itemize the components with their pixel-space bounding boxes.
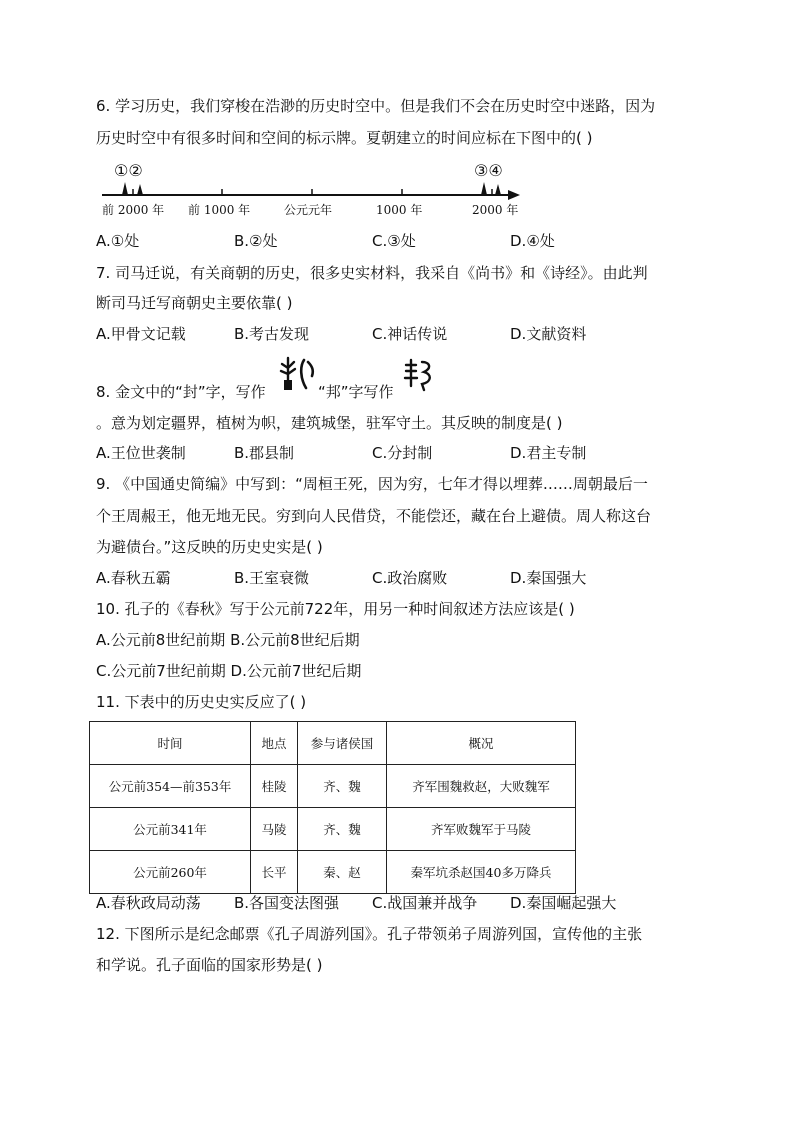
table-cell: 齐军败魏军于马陵 xyxy=(387,808,576,851)
table-row xyxy=(90,851,576,894)
table-cell: 长平 xyxy=(251,851,298,894)
q8-option-a[interactable]: A.王位世袭制 xyxy=(96,444,186,462)
q11-option-b[interactable]: B.各国变法图强 xyxy=(234,894,340,912)
bronze-inscription-bang-icon xyxy=(402,356,436,392)
q6-stem-line1: 6. 学习历史，我们穿梭在浩渺的历史时空中。但是我们不会在历史时空中迷路，因为 xyxy=(96,97,656,115)
table-cell: 马陵 xyxy=(251,808,298,851)
q6-option-a[interactable]: A.①处 xyxy=(96,232,140,250)
timeline-markers-right: ③④ xyxy=(474,161,503,180)
table-cell: 桂陵 xyxy=(251,765,298,808)
history-table xyxy=(89,721,576,894)
table-cell: 秦军坑杀赵国40多万降兵 xyxy=(387,851,576,894)
q6-option-d[interactable]: D.④处 xyxy=(510,232,555,250)
q7-stem-line2: 断司马迁写商朝史主要依靠( ) xyxy=(96,294,293,312)
q9-stem-line2: 个王周赧王，他无地无民。穷到向人民借贷，不能偿还，藏在台上避债。周人称这台 xyxy=(96,507,652,525)
q11-option-d[interactable]: D.秦国崛起强大 xyxy=(510,894,617,912)
q8-option-c[interactable]: C.分封制 xyxy=(372,444,433,462)
q8-option-d[interactable]: D.君主专制 xyxy=(510,444,587,462)
timeline-label-1: 前 2000 年 xyxy=(102,203,165,217)
timeline-peak-1 xyxy=(122,182,128,195)
table-cell: 公元前354—前353年 xyxy=(90,765,251,808)
table-row xyxy=(90,808,576,851)
q9-option-c[interactable]: C.政治腐败 xyxy=(372,569,448,587)
table-header-place: 地点 xyxy=(251,722,298,765)
q6-stem-line2: 历史时空中有很多时间和空间的标示牌。夏朝建立的时间应标在下图中的( ) xyxy=(96,129,593,147)
q6-option-b[interactable]: B.②处 xyxy=(234,232,278,250)
q10-options-row2[interactable]: C.公元前7世纪前期 D.公元前7世纪后期 xyxy=(96,662,362,680)
table-header-summary: 概况 xyxy=(387,722,576,765)
q7-option-c[interactable]: C.神话传说 xyxy=(372,325,448,343)
table-header-row xyxy=(90,722,576,765)
table-header-time: 时间 xyxy=(90,722,251,765)
bronze-inscription-feng-icon xyxy=(276,354,320,394)
q12-stem-line2: 和学说。孔子面临的国家形势是( ) xyxy=(96,956,323,974)
q9-stem-line1: 9. 《中国通史简编》中写到：“周桓王死，因为穷，七年才得以埋葬……周朝最后一 xyxy=(96,475,648,493)
table-cell: 齐、魏 xyxy=(298,808,387,851)
q7-option-d[interactable]: D.文献资料 xyxy=(510,325,587,343)
q9-stem-line3: 为避债台。”这反映的历史史实是( ) xyxy=(96,538,323,556)
q9-option-a[interactable]: A.春秋五霸 xyxy=(96,569,171,587)
table-row xyxy=(90,765,576,808)
timeline-diagram xyxy=(96,158,526,220)
q6-option-c[interactable]: C.③处 xyxy=(372,232,416,250)
q10-stem: 10. 孔子的《春秋》写于公元前722年，用另一种时间叙述方法应该是( ) xyxy=(96,600,575,618)
q12-stem-line1: 12. 下图所示是纪念邮票《孔子周游列国》。孔子带领弟子周游列国，宣传他的主张 xyxy=(96,925,643,943)
q8-stem-line1a: 8. 金文中的“封”字，写作 xyxy=(96,383,266,401)
q8-stem-line1b: “邦”字写作 xyxy=(318,383,394,401)
timeline-markers-left: ①② xyxy=(114,161,143,180)
timeline-arrowhead xyxy=(508,190,520,200)
table-cell: 公元前260年 xyxy=(90,851,251,894)
q7-option-a[interactable]: A.甲骨文记载 xyxy=(96,325,186,343)
timeline-peak-3 xyxy=(481,182,487,195)
q7-option-b[interactable]: B.考古发现 xyxy=(234,325,310,343)
q11-option-a[interactable]: A.春秋政局动荡 xyxy=(96,894,201,912)
q8-stem-line2: 。意为划定疆界，植树为帜，建筑城堡，驻军守土。其反映的制度是( ) xyxy=(96,414,563,432)
timeline-label-4: 1000 年 xyxy=(376,203,423,217)
q7-stem-line1: 7. 司马迁说，有关商朝的历史，很多史实材料，我采自《尚书》和《诗经》。由此判 xyxy=(96,264,648,282)
q11-stem: 11. 下表中的历史史实反应了( ) xyxy=(96,693,307,711)
table-cell: 公元前341年 xyxy=(90,808,251,851)
q9-option-b[interactable]: B.王室衰微 xyxy=(234,569,310,587)
timeline-peak-4 xyxy=(495,184,501,195)
table-header-states: 参与诸侯国 xyxy=(298,722,387,765)
q11-option-c[interactable]: C.战国兼并战争 xyxy=(372,894,478,912)
timeline-label-2: 前 1000 年 xyxy=(188,203,251,217)
q8-option-b[interactable]: B.郡县制 xyxy=(234,444,295,462)
table-cell: 齐、魏 xyxy=(298,765,387,808)
table-cell: 齐军围魏救赵，大败魏军 xyxy=(387,765,576,808)
timeline-peak-2 xyxy=(137,184,143,195)
q10-options-row1[interactable]: A.公元前8世纪前期 B.公元前8世纪后期 xyxy=(96,631,360,649)
q9-option-d[interactable]: D.秦国强大 xyxy=(510,569,587,587)
timeline-label-3: 公元元年 xyxy=(284,203,333,217)
timeline-label-5: 2000 年 xyxy=(472,203,519,217)
table-cell: 秦、赵 xyxy=(298,851,387,894)
